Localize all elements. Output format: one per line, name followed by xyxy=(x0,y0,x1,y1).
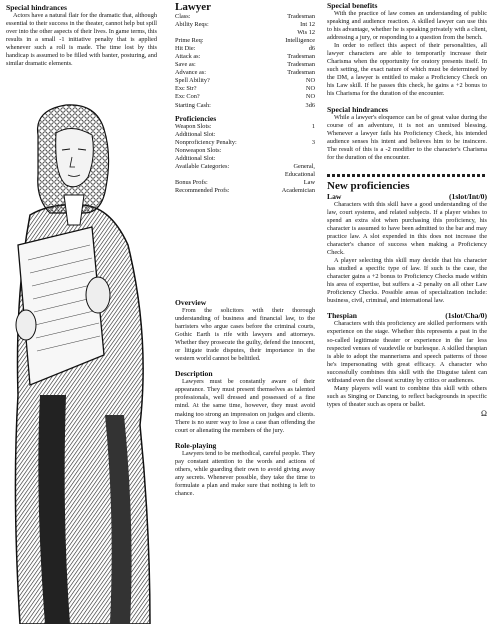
stat-row xyxy=(175,29,315,37)
law-proficiency-header xyxy=(327,192,487,201)
proficiency-row xyxy=(175,187,315,195)
stat-row-value: NO xyxy=(305,93,315,101)
thespian-text-2: Many players will want to combine this skill with others such as Singing or Dancing, to reflect backgrounds in specific types of theater such as opera or ballet. xyxy=(327,384,487,408)
proficiency-row-label: Bonus Profs: xyxy=(175,178,208,186)
stat-row-value: Tradesman xyxy=(287,13,315,20)
special-benefits-text-2: In order to reflect this aspect of their personalities, all lawyer characters are able to temporarily increase their Charisma when the opportunity for oratory presents itself. In such setting, the exact nature of which must be determined by the DM, a lawyer is entitled to make a Proficiency Check on his Law skill. If he passes this check, he gains a +2 bonus to his Charisma for the duration of the encounter. xyxy=(327,42,487,98)
overview-text: From the solicitors with their thorough understanding of business and financial law, to the barristers who argue cases before the criminal courts, Gothic Earth is rife with lawyers and attorneys. Whether they prosecute the guilty, defend the innocent, or litigate trade disputes, their importance in the western world cannot be belittled. xyxy=(175,307,315,363)
lawyer-proficiencies-table xyxy=(175,123,315,195)
stat-row-value: Wis 12 xyxy=(297,29,315,37)
special-hindrances-heading: Special hindrances xyxy=(6,3,67,12)
law-text-1: Characters with this skill have a good understanding of the law, court systems, and related subjects. If a player wishes to spend an extra slot when purchasing this proficiency, his character is assumed to have been admitted to the bar and may practice law. A slot expended in this does not increase the character's chance of success when making a Proficiency Check. xyxy=(327,200,487,257)
thespian-slot: (1slot/Cha/0) xyxy=(445,311,487,321)
stat-row-value: Intelligence xyxy=(285,37,315,45)
special-hindrances-text: Actors have a natural flair for the dramatic that, although essential to their success in the theater, cannot help but spill over into the other aspects of their lives. In game terms, this results in a small -1 initiative penalty that is applied whenever such a roll is made. The time lost by this handicap is assumed to be filled with banter, posturing, and similar dramatic elements. xyxy=(6,12,157,68)
special-benefits-text-1: With the practice of law comes an understanding of public speaking and audience reaction. A skilled lawyer can use this to his advantage, whether he is speaking privately with a client, addressing a jury, or responding to a question from the bench. xyxy=(327,10,487,42)
stat-row-value: NO xyxy=(305,77,315,85)
proficiency-row-value: Academician xyxy=(281,186,315,194)
proficiency-row-value: 3 xyxy=(311,138,315,146)
special-hindrances-right-heading: Special hindrances xyxy=(327,104,388,114)
proficiency-row-label: Additional Slot: xyxy=(175,130,216,138)
proficiency-row-label: Recommended Profs: xyxy=(175,186,230,194)
proficiency-row-label: Additional Slot: xyxy=(175,154,216,162)
stat-row-value: 3d6 xyxy=(305,101,315,109)
section-divider xyxy=(327,174,487,177)
stat-row xyxy=(175,93,315,101)
description-heading: Description xyxy=(175,369,213,379)
proficiency-row-value: Educational xyxy=(284,170,315,178)
stat-row-label: Starting Cash: xyxy=(175,101,211,109)
proficiency-row xyxy=(175,179,315,187)
stat-row xyxy=(175,21,315,29)
proficiency-row-label: Nonproficiency Penalty: xyxy=(175,138,237,146)
special-hindrances-right-text: While a lawyer's eloquence can be of great value during the course of an adventure, it is not an unmixed blessing. Whenever a lawyer fails his Proficiency Check, his intended audience senses his intent and believes him to be insincere. The result of this is a -2 modifier to the character's Charisma for the duration of the encounter. xyxy=(327,113,487,161)
footer-symbol: Ω xyxy=(481,408,487,418)
stat-row-label: Spell Ability? xyxy=(175,77,210,85)
thespian-title: Thespian xyxy=(327,311,357,321)
left-top-column xyxy=(6,3,157,68)
stat-row xyxy=(175,61,315,69)
stat-row-value: Tradesman xyxy=(287,53,315,61)
proficiency-row xyxy=(175,131,315,139)
stat-row-value: d6 xyxy=(308,45,315,53)
special-benefits-heading: Special benefits xyxy=(327,1,378,10)
proficiency-row-label: Nonweapon Slots: xyxy=(175,146,222,154)
proficiency-row-label: Weapon Slots: xyxy=(175,122,212,130)
lawyer-title: Lawyer xyxy=(175,1,212,13)
stat-row-label: Save as: xyxy=(175,61,196,69)
proficiency-row xyxy=(175,147,315,155)
proficiency-row-label: Available Categories: xyxy=(175,162,230,170)
proficiency-row xyxy=(175,171,315,179)
thespian-proficiency-header xyxy=(327,311,487,320)
stat-row-label: Class: xyxy=(175,13,191,20)
stat-row xyxy=(175,13,315,21)
proficiency-row xyxy=(175,155,315,163)
right-column xyxy=(327,1,487,418)
lawyer-illustration xyxy=(0,95,160,624)
stat-row-label: Exc Str? xyxy=(175,85,197,93)
stat-row-label: Prime Req: xyxy=(175,37,204,45)
stat-row-value: Tradesman xyxy=(287,61,315,69)
stat-row xyxy=(175,102,315,110)
proficiency-row xyxy=(175,123,315,131)
thespian-text-1: Characters with this proficiency are skilled performers with experience on the stage. Whether this represents a past in the so-called legitimate theater or experience in the far less respected venues of vaudeville or burlesque. A skilled thespian is able to adopt the mannerisms and speech patterns of those he's impersonating with great efficacy. A character who successfully combines this skill with the Disguise talent can withstand even the closest scrutiny by critics or audiences. xyxy=(327,320,487,384)
proficiency-row xyxy=(175,163,315,171)
lawyer-stats-column xyxy=(175,1,315,195)
proficiencies-heading: Proficiencies xyxy=(175,113,217,123)
stat-row xyxy=(175,53,315,61)
law-title: Law xyxy=(327,191,342,201)
stat-row-label: Hit Die: xyxy=(175,45,196,53)
stat-row-label: Exc Con? xyxy=(175,93,200,101)
stat-row xyxy=(175,69,315,77)
stat-row-label: Ability Reqs: xyxy=(175,21,209,29)
proficiency-row-value: General, xyxy=(293,162,315,170)
proficiency-row-value xyxy=(266,155,315,163)
stat-row-label: Advance as: xyxy=(175,69,206,77)
stat-row-label xyxy=(175,29,252,37)
role-playing-text: Lawyers tend to be methodical, careful people. They pay constant attention to the words and actions of others, while guarding their own to avoid giving away any secrets. Whenever possible, they take the time to formulate a plan and make sure that nothing is left to chance. xyxy=(175,449,315,497)
stat-row-value: Int 12 xyxy=(300,21,315,29)
law-slot: (1slot/Int/0) xyxy=(449,191,487,201)
middle-text-column xyxy=(175,298,315,498)
proficiency-row-label xyxy=(175,171,266,179)
proficiency-row xyxy=(175,139,315,147)
proficiency-row-value: 1 xyxy=(311,122,315,130)
stat-row-value: Tradesman xyxy=(287,69,315,77)
lawyer-stats-table xyxy=(175,13,315,110)
stat-row xyxy=(175,45,315,53)
proficiency-row-value: Law xyxy=(303,178,315,186)
stat-row xyxy=(175,77,315,85)
stat-row-label: Attack as: xyxy=(175,53,201,61)
role-playing-heading: Role-playing xyxy=(175,440,217,450)
stat-row xyxy=(175,37,315,45)
new-proficiencies-heading: New proficiencies xyxy=(327,179,410,192)
stat-row xyxy=(175,85,315,93)
description-text: Lawyers must be constantly aware of their appearance. They must present themselves as talented professionals, well dressed and possessed of a fine mind. At the same time, however, they must avoid making too strong an impression on judges and clients. There is no surer way to lose a case than offending the court or alienating the members of the jury. xyxy=(175,378,315,434)
proficiency-row-value xyxy=(266,147,315,155)
stat-row-value: NO xyxy=(305,85,315,93)
law-text-2: A player selecting this skill may decide that his character has studied a specific type of law. If such is the case, the character gains a +2 bonus to Proficiency Checks made within his area of expertise, but suffers a -2 penalty on all other Law Proficiency Checks. Possible areas of specialization include: business, civil, criminal, and international law. xyxy=(327,257,487,305)
overview-heading: Overview xyxy=(175,298,207,307)
proficiency-row-value xyxy=(266,131,315,139)
